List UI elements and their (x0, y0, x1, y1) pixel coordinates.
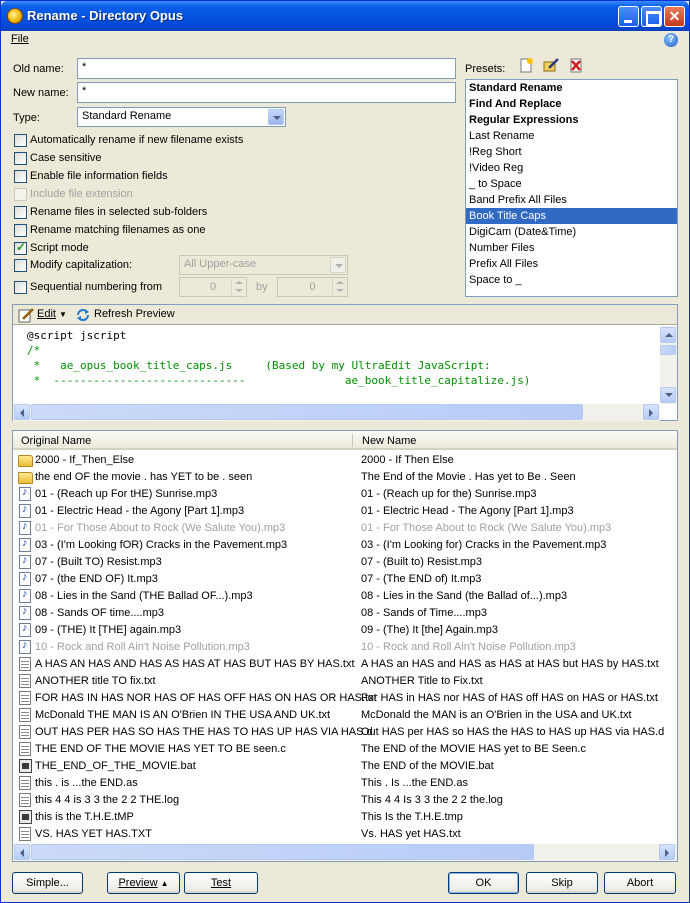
new-name-cell: The END of the MOVIE.bat (361, 760, 494, 772)
new-name-cell: This Is the T.H.E.tmp (361, 811, 463, 823)
checkbox[interactable] (14, 152, 27, 165)
column-divider[interactable] (352, 434, 353, 447)
seq-by-stepper (277, 277, 348, 297)
file-row[interactable] (13, 707, 673, 724)
audio-icon (19, 487, 31, 501)
option-label: Sequential numbering from (30, 281, 163, 293)
old-name-input[interactable]: * (77, 58, 456, 79)
preset-item[interactable]: !Video Reg (469, 162, 524, 174)
simple-button[interactable]: Simple... (12, 872, 83, 894)
maximize-button[interactable] (641, 6, 662, 27)
seq-from-value: 0 (209, 281, 217, 293)
text-icon (19, 691, 31, 705)
test-label: Test (210, 877, 232, 889)
original-name-cell: VS. HAS YET HAS.TXT (35, 828, 152, 840)
audio-icon (19, 538, 31, 552)
file-row[interactable] (13, 469, 673, 486)
menu-bar (2, 31, 688, 49)
file-row[interactable] (13, 690, 673, 707)
capitalization-select (179, 255, 348, 275)
file-row[interactable] (13, 605, 673, 622)
refresh-preview-button[interactable]: Refresh Preview (94, 308, 175, 320)
checkbox (14, 188, 27, 201)
audio-icon (19, 623, 31, 637)
new-name-cell: 07 - (Built to) Resist.mp3 (361, 556, 483, 568)
close-icon: ✕ (668, 8, 681, 24)
option-label: Rename matching filenames as one (30, 224, 206, 236)
new-name-cell: This 4 4 Is 3 3 the 2 2 the.log (361, 794, 503, 806)
original-name-cell: McDonald THE MAN IS AN O'Brien IN THE USA AND UK.txt (35, 709, 331, 721)
file-row[interactable] (13, 554, 673, 571)
column-original-name[interactable]: Original Name (21, 435, 92, 447)
preset-item[interactable]: Prefix All Files (469, 258, 539, 270)
audio-icon (19, 504, 31, 518)
new-name-cell: ANOTHER Title to Fix.txt (361, 675, 483, 687)
preset-item[interactable]: Space to _ (469, 274, 522, 286)
new-name-cell: The END of the MOVIE HAS yet to BE Seen.c (361, 743, 586, 755)
file-row[interactable] (13, 639, 673, 656)
new-name-cell: 01 - (Reach up for the) Sunrise.mp3 (361, 488, 537, 500)
seq-from-stepper (179, 277, 247, 297)
checkbox[interactable] (14, 206, 27, 219)
type-label: Type: (13, 112, 40, 124)
original-name-cell: 08 - Lies in the Sand (THE Ballad OF...).mp3 (35, 590, 253, 602)
audio-icon (19, 572, 31, 586)
file-row[interactable] (13, 537, 673, 554)
new-name-cell: The End of the Movie . Has yet to Be . Seen (361, 471, 576, 483)
scroll-left-icon[interactable] (14, 844, 30, 860)
file-row[interactable] (13, 826, 673, 843)
stepper-arrows-icon (231, 279, 245, 295)
file-row[interactable] (13, 452, 673, 469)
file-row[interactable] (13, 571, 673, 588)
bat-icon (19, 759, 32, 773)
editor-toolbar (13, 305, 677, 325)
chevron-down-icon[interactable] (268, 109, 284, 125)
abort-button[interactable]: Abort (604, 872, 676, 894)
capitalization-select-value: All Upper-case (184, 258, 257, 270)
list-horizontal-scrollbar[interactable] (13, 844, 677, 861)
editor-vertical-scrollbar[interactable] (660, 326, 677, 404)
preset-item[interactable]: DigiCam (Date&Time) (469, 226, 577, 238)
list-header (13, 431, 677, 450)
presets-label: Presets: (465, 63, 506, 75)
code-line: * ae_opus_book_title_caps.js (Based by my UltraEdit JavaScript: (27, 359, 491, 372)
type-select-value: Standard Rename (82, 110, 172, 122)
script-code[interactable] (13, 326, 659, 404)
original-name-cell: this . is ...the END.as (35, 777, 138, 789)
menu-file[interactable]: File (11, 33, 29, 45)
minimize-button[interactable] (618, 6, 639, 27)
file-row[interactable] (13, 503, 673, 520)
new-name-cell: Vs. HAS yet HAS.txt (361, 828, 461, 840)
editor-horizontal-scrollbar[interactable] (13, 404, 660, 421)
checkbox[interactable] (14, 281, 27, 294)
text-icon (19, 725, 31, 739)
original-name-cell: 10 - Rock and Roll Ain't Noise Pollution.mp3 (35, 641, 250, 653)
original-name-cell: 09 - (THE) It [THE] again.mp3 (35, 624, 182, 636)
preset-item[interactable]: _ to Space (469, 178, 522, 190)
original-name-cell: this is the T.H.E.tMP (35, 811, 134, 823)
folder-icon (18, 455, 33, 467)
audio-icon (19, 640, 31, 654)
original-name-cell: 07 - (Built TO) Resist.mp3 (35, 556, 162, 568)
original-name-cell: the end OF the movie . has YET to be . seen (35, 471, 253, 483)
option-label: Rename files in selected sub-folders (30, 206, 208, 218)
scroll-thumb[interactable] (31, 844, 534, 860)
seq-by-label: by (256, 281, 268, 293)
original-name-cell: A HAS AN HAS AND HAS AS HAS AT HAS BUT HAS BY HAS.txt (35, 658, 355, 670)
script-editor (12, 304, 678, 421)
file-row[interactable] (13, 775, 673, 792)
file-row[interactable] (13, 588, 673, 605)
preset-item[interactable]: Regular Expressions (469, 114, 579, 126)
text-icon (19, 742, 31, 756)
option-label: Modify capitalization: (30, 259, 133, 271)
test-button[interactable] (184, 872, 258, 894)
new-name-input[interactable]: * (77, 82, 456, 103)
preview-file-list[interactable] (12, 430, 678, 862)
option-label: Automatically rename if new filename exists (30, 134, 244, 146)
stepper-arrows-icon (332, 279, 346, 295)
audio-icon (19, 606, 31, 620)
new-preset-icon[interactable] (518, 57, 534, 73)
original-name-cell: 03 - (I'm Looking fOR) Cracks in the Pavement.mp3 (35, 539, 288, 551)
original-name-cell: THE_END_OF_THE_MOVIE.bat (35, 760, 196, 772)
new-name-cell: McDonald the MAN is an O'Brien in the USA and UK.txt (361, 709, 632, 721)
type-select[interactable] (77, 107, 286, 127)
preview-label: Preview (118, 877, 158, 889)
original-name-cell: 2000 - If_Then_Else (35, 454, 135, 466)
preset-item[interactable]: Find And Replace (469, 98, 562, 110)
help-icon[interactable]: ? (664, 33, 678, 47)
chevron-down-icon (330, 257, 346, 273)
new-name-cell: 01 - Electric Head - The Agony [Part 1].mp3 (361, 505, 574, 517)
ok-button[interactable]: OK (448, 872, 519, 894)
refresh-icon (75, 307, 91, 323)
scroll-right-icon[interactable] (643, 404, 659, 420)
audio-icon (19, 521, 31, 535)
new-name-cell: 03 - (I'm Looking for) Cracks in the Pavement.mp3 (361, 539, 607, 551)
text-icon (19, 674, 31, 688)
scroll-right-icon[interactable] (659, 844, 675, 860)
presets-list[interactable] (465, 79, 678, 297)
file-row[interactable] (13, 724, 673, 741)
edit-menu[interactable] (37, 308, 67, 320)
original-name-cell: THE END OF THE MOVIE HAS YET TO BE seen.c (35, 743, 286, 755)
original-name-cell: 01 - Electric Head - the Agony [Part 1].mp3 (35, 505, 245, 517)
audio-icon (19, 589, 31, 603)
old-name-label: Old name: (13, 63, 64, 75)
new-name-cell: 10 - Rock and Roll Ain't Noise Pollution.mp3 (361, 641, 576, 653)
file-row[interactable] (13, 792, 673, 809)
new-name-cell: 2000 - If Then Else (361, 454, 454, 466)
code-line: /* (27, 344, 41, 357)
scroll-up-icon[interactable] (660, 327, 676, 343)
scroll-thumb[interactable] (31, 404, 583, 420)
preset-item[interactable]: Standard Rename (469, 82, 563, 94)
checkbox[interactable] (14, 170, 27, 183)
file-row[interactable] (13, 673, 673, 690)
option-label: Case sensitive (30, 152, 102, 164)
file-row[interactable] (13, 520, 673, 537)
scroll-thumb[interactable] (660, 345, 676, 355)
scroll-left-icon[interactable] (14, 404, 30, 420)
new-name-cell: A HAS an HAS and HAS as HAS at HAS but HAS by HAS.txt (361, 658, 659, 670)
file-row[interactable] (13, 741, 673, 758)
checkbox-checked[interactable] (14, 242, 27, 255)
new-name-cell: For HAS in HAS nor HAS of HAS off HAS on HAS or HAS.txt (361, 692, 658, 704)
audio-icon (19, 555, 31, 569)
window-title: Rename - Directory Opus (27, 8, 184, 23)
skip-label: Skip (551, 877, 573, 889)
original-name-cell: FOR HAS IN HAS NOR HAS OF HAS OFF HAS ON HAS OR HAS.txt (35, 692, 377, 704)
option-label: Include file extension (30, 188, 133, 200)
scroll-down-icon[interactable] (660, 387, 676, 403)
checkbox[interactable] (14, 134, 27, 147)
delete-preset-icon[interactable] (568, 57, 584, 73)
text-icon (19, 793, 31, 807)
checkbox[interactable] (14, 224, 27, 237)
folder-icon (18, 472, 33, 484)
text-icon (19, 776, 31, 790)
close-button[interactable] (664, 6, 685, 27)
option-label: Enable file information fields (30, 170, 168, 182)
edit-preset-icon[interactable] (543, 57, 559, 73)
edit-label: Edit (37, 308, 56, 320)
original-name-cell: this 4 4 is 3 3 the 2 2 THE.log (35, 794, 180, 806)
new-name-cell: 08 - Lies in the Sand (the Ballad of...).mp3 (361, 590, 568, 602)
original-name-cell: OUT HAS PER HAS SO HAS THE HAS TO HAS UP HAS VIA HAS.d (35, 726, 373, 738)
code-line: * ----------------------------- ae_book_title_capitalize.js) (27, 374, 531, 387)
chevron-down-icon: ▼ (59, 310, 67, 319)
seq-by-value: 0 (309, 281, 316, 293)
new-name-cell: 07 - (The END of) It.mp3 (361, 573, 482, 585)
directory-opus-icon (7, 8, 23, 24)
preview-button[interactable] (107, 872, 180, 894)
new-name-cell: 09 - (The) It [the] Again.mp3 (361, 624, 498, 636)
checkbox[interactable] (14, 259, 27, 272)
new-name-cell: This . Is ...the END.as (361, 777, 468, 789)
chevron-up-icon: ▲ (160, 879, 169, 888)
preset-item[interactable]: Last Rename (469, 130, 535, 142)
original-name-cell: 01 - For Those About to Rock (We Salute You).mp3 (35, 522, 286, 534)
text-icon (19, 657, 31, 671)
preset-item[interactable]: Band Prefix All Files (469, 194, 567, 206)
skip-button[interactable] (526, 872, 598, 894)
bat-icon (19, 810, 32, 824)
new-name-label: New name: (13, 87, 69, 99)
file-row[interactable] (13, 486, 673, 503)
code-line: @script jscript (27, 329, 127, 342)
original-name-cell: ANOTHER title TO fix.txt (35, 675, 156, 687)
file-row[interactable] (13, 758, 673, 775)
original-name-cell: 08 - Sands OF time....mp3 (35, 607, 164, 619)
new-name-cell: Out HAS per HAS so HAS the HAS to HAS up HAS via HAS.d (361, 726, 665, 738)
original-name-cell: 07 - (the END OF) It.mp3 (35, 573, 158, 585)
new-name-cell: 08 - Sands of Time....mp3 (361, 607, 487, 619)
file-row[interactable] (13, 809, 673, 826)
title-bar[interactable] (1, 1, 689, 31)
file-row[interactable] (13, 622, 673, 639)
original-name-cell: 01 - (Reach up For tHE) Sunrise.mp3 (35, 488, 218, 500)
new-name-cell: 01 - For Those About to Rock (We Salute You).mp3 (361, 522, 612, 534)
text-icon (19, 708, 31, 722)
option-label: Script mode (30, 242, 89, 254)
column-new-name[interactable]: New Name (362, 435, 417, 447)
file-row[interactable] (13, 656, 673, 673)
preset-item-selected[interactable]: Book Title Caps (466, 208, 677, 224)
edit-icon (18, 307, 34, 323)
text-icon (19, 827, 31, 841)
preset-item[interactable]: Number Files (469, 242, 535, 254)
preset-item[interactable]: !Reg Short (469, 146, 522, 158)
